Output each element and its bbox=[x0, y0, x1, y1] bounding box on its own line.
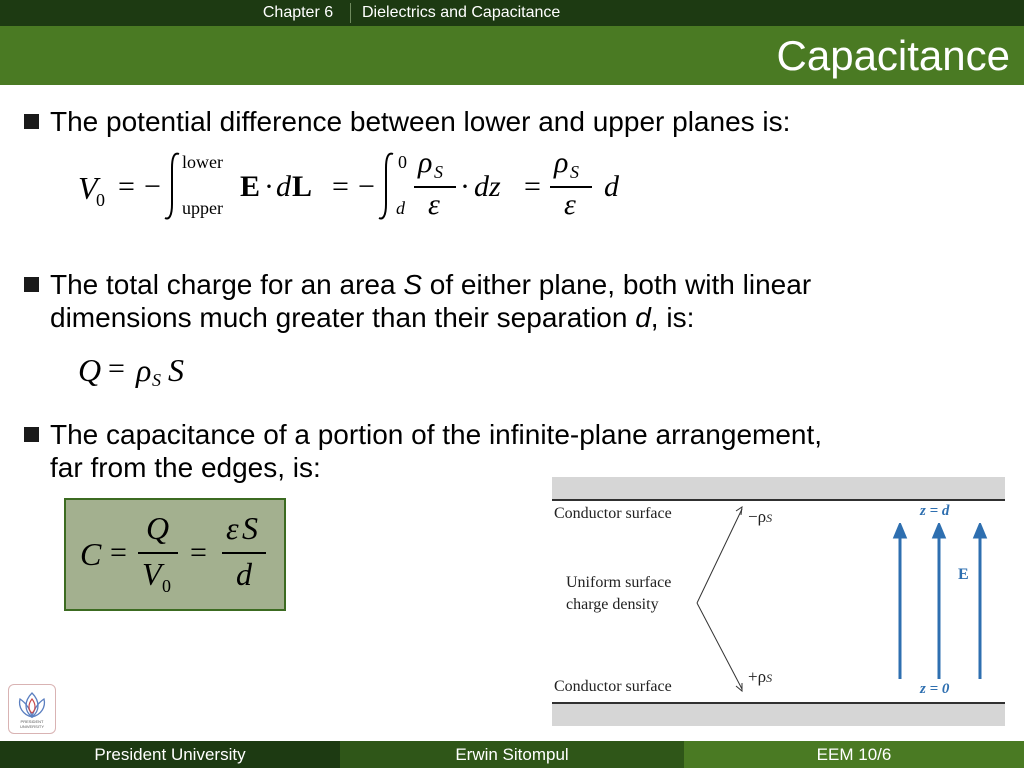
frac-bar-1 bbox=[138, 552, 178, 554]
bottom-plate bbox=[552, 704, 1005, 726]
density-label-line1: Uniform surface bbox=[566, 574, 672, 591]
eq-rho-sub: S bbox=[152, 370, 161, 390]
frac-v: V bbox=[142, 556, 162, 592]
eq-l: L bbox=[292, 170, 313, 203]
charge-equation bbox=[78, 352, 238, 396]
frac1-eps: ε bbox=[428, 188, 440, 221]
integral-sign-1 bbox=[164, 150, 184, 222]
frac-bar-2 bbox=[222, 552, 266, 554]
top-surface-label: Conductor surface bbox=[554, 505, 672, 522]
footer-bar bbox=[0, 741, 1024, 768]
logo-text: PRESIDENT UNIVERSITY bbox=[19, 719, 44, 729]
bullet-text-line2: far from the edges, is: bbox=[50, 452, 321, 483]
title-bar bbox=[0, 26, 1024, 85]
chapter-label: Chapter 6 bbox=[262, 4, 334, 21]
eq-minus: − bbox=[144, 170, 161, 203]
capacitance-equation-box bbox=[64, 498, 286, 611]
bullet-text: The potential difference between lower and upper planes is: bbox=[50, 106, 791, 137]
frac-s: S bbox=[242, 510, 258, 546]
potential-equation bbox=[78, 146, 638, 230]
eq-dz: dz bbox=[474, 170, 501, 203]
eq-field-e: E bbox=[240, 170, 261, 203]
eq-equals: = bbox=[108, 352, 125, 385]
footer-page: EEM 10/6 bbox=[684, 741, 1024, 768]
bullet-text-line2: dimensions much greater than their separation d, is: bbox=[50, 302, 695, 333]
density-pointer-lines bbox=[692, 503, 752, 693]
frac2-rho-sub: S bbox=[570, 162, 579, 182]
bottom-surface-label: Conductor surface bbox=[554, 678, 672, 695]
field-label: E bbox=[958, 566, 969, 583]
eq-d-2: d bbox=[604, 170, 619, 203]
pos-charge-label: +ρS bbox=[748, 667, 773, 686]
integral-upper-limit-1: lower bbox=[182, 152, 223, 172]
bullet-text-line1: The total charge for an area S of either plane, both with linear bbox=[50, 269, 812, 300]
frac1-rho-sub: S bbox=[434, 162, 443, 182]
eq-equals-2: = bbox=[190, 536, 207, 569]
eq-dot-2: · bbox=[460, 170, 470, 203]
top-plate-edge bbox=[552, 499, 1005, 501]
eq-q: Q bbox=[78, 352, 102, 388]
frac-q: Q bbox=[146, 510, 170, 546]
eq-rho: ρ bbox=[136, 352, 152, 388]
integral-lower-limit-2: d bbox=[396, 198, 405, 218]
bullet-square-icon bbox=[24, 427, 39, 442]
field-arrow-2-head bbox=[934, 525, 944, 537]
topic-label: Dielectrics and Capacitance bbox=[362, 4, 561, 21]
parallel-plate-figure bbox=[552, 475, 1005, 726]
header-divider bbox=[350, 3, 351, 23]
frac2-rho: ρ bbox=[554, 146, 569, 179]
eq-v-sub: 0 bbox=[96, 190, 105, 210]
bottom-plate-edge bbox=[552, 702, 1005, 704]
university-logo bbox=[8, 684, 56, 734]
eq-minus-2: − bbox=[358, 170, 375, 203]
eq-dot: · bbox=[264, 170, 274, 203]
bullet-text-line1: The capacitance of a portion of the infinite-plane arrangement, bbox=[50, 419, 823, 450]
z-top-label: z = d bbox=[920, 503, 950, 519]
z-bottom-label: z = 0 bbox=[920, 681, 950, 697]
frac-eps: ε bbox=[226, 510, 239, 546]
eq-d: d bbox=[276, 170, 291, 203]
integral-upper-limit-2: 0 bbox=[398, 152, 407, 172]
top-plate bbox=[552, 477, 1005, 499]
frac-v-sub: 0 bbox=[162, 576, 171, 596]
field-arrows bbox=[887, 523, 997, 683]
eq-c: C bbox=[80, 536, 102, 572]
bullet-square-icon bbox=[24, 114, 39, 129]
eq-equals: = bbox=[110, 536, 127, 569]
eq-equals: = bbox=[118, 170, 135, 203]
eq-s: S bbox=[168, 352, 184, 388]
footer-author: Erwin Sitompul bbox=[340, 741, 684, 768]
field-arrow-3-head bbox=[975, 525, 985, 537]
integral-lower-limit-1: upper bbox=[182, 198, 223, 218]
frac-d: d bbox=[236, 556, 252, 592]
frac2-eps: ε bbox=[564, 188, 576, 221]
density-label-line2: charge density bbox=[566, 596, 659, 613]
integral-sign-2 bbox=[378, 150, 398, 222]
slide-title: Capacitance bbox=[776, 32, 1010, 79]
eq-equals-3: = bbox=[524, 170, 541, 203]
field-arrow-1-head bbox=[895, 525, 905, 537]
top-bar bbox=[0, 0, 1024, 26]
frac1-rho: ρ bbox=[418, 146, 433, 179]
bullet-square-icon bbox=[24, 277, 39, 292]
footer-university: President University bbox=[94, 745, 246, 764]
eq-v: V bbox=[78, 170, 98, 206]
eq-equals-2: = bbox=[332, 170, 349, 203]
neg-charge-label: −ρS bbox=[748, 507, 773, 526]
